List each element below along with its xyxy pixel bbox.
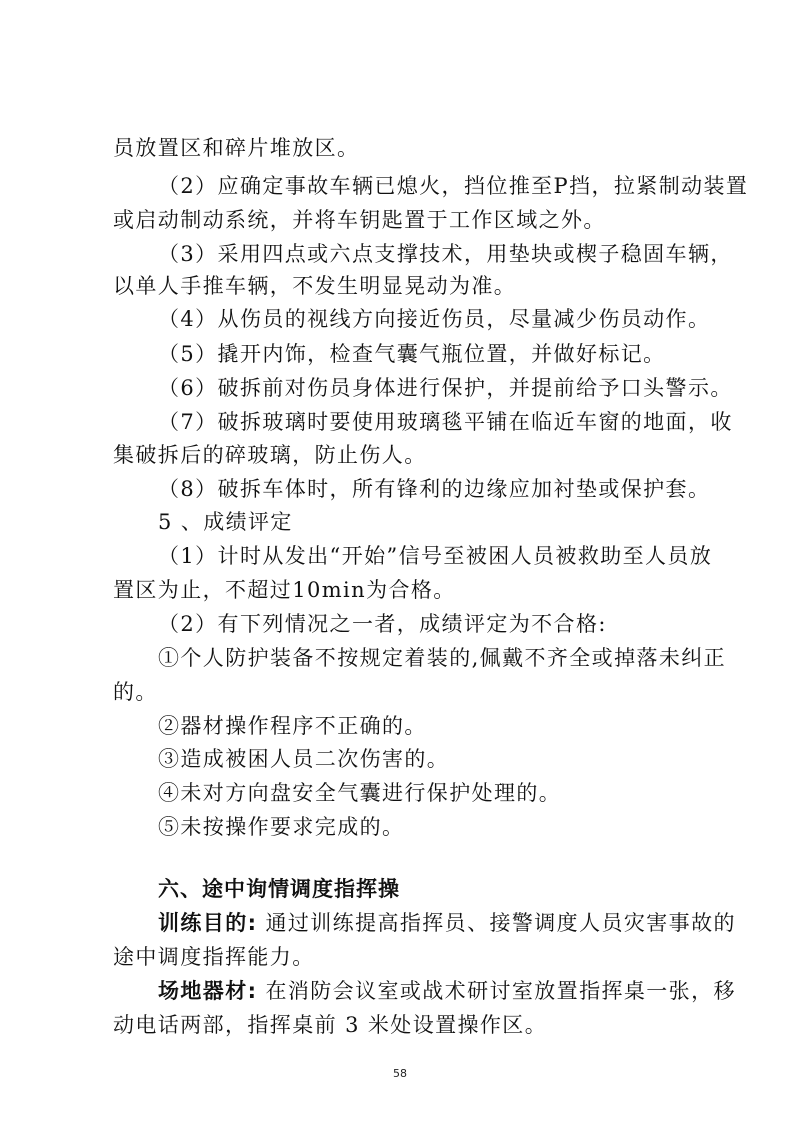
body-line: （8）破拆车体时，所有锋利的边缘应加衬垫或保护套。 <box>158 477 711 501</box>
page-number: 58 <box>393 1067 407 1080</box>
body-line: （7）破拆玻璃时要使用玻璃毯平铺在临近车窗的地面，收 <box>158 410 733 434</box>
body-line: （3）采用四点或六点支撑技术，用垫块或楔子稳固车辆， <box>158 242 733 266</box>
venue-continuation: 动电话两部，指挥桌前 3 米处设置操作区。 <box>113 1013 548 1037</box>
body-line: ⑤未按操作要求完成的。 <box>158 815 405 839</box>
body-line: 集破拆后的碎玻璃，防止伤人。 <box>113 443 427 467</box>
body-line: （5）撬开内饰，检查气囊气瓶位置，并做好标记。 <box>158 342 666 366</box>
body-line: （6）破拆前对伤员身体进行保护，并提前给予口头警示。 <box>158 376 733 400</box>
purpose-line <box>158 908 736 938</box>
body-line: 置区为止，不超过10min为合格。 <box>113 578 456 602</box>
venue-text: 在消防会议室或战术研讨室放置指挥桌一张，移 <box>257 979 736 1003</box>
purpose-continuation: 途中调度指挥能力。 <box>113 945 315 969</box>
body-line: （2）应确定事故车辆已熄火，挡位推至P挡，拉紧制动装置 <box>158 174 749 198</box>
body-line: 或启动制动系统，并将车钥匙置于工作区域之外。 <box>113 208 606 232</box>
body-line: ④未对方向盘安全气囊进行保护处理的。 <box>158 781 562 805</box>
body-line: （4）从伤员的视线方向接近伤员，尽量减少伤员动作。 <box>158 307 711 331</box>
venue-label: 场地器材: <box>158 979 258 1003</box>
purpose-text: 通过训练提高指挥员、接警调度人员灾害事故的 <box>257 911 736 935</box>
body-line: 员放置区和碎片堆放区。 <box>113 136 360 160</box>
body-line: （2）有下列情况之一者，成绩评定为不合格: <box>158 612 607 636</box>
body-line: 以单人手推车辆，不发生明显晃动为准。 <box>113 274 517 298</box>
body-line: 的。 <box>113 680 158 704</box>
body-line: （1）计时从发出“开始”信号至被困人员被救助至人员放 <box>158 544 713 568</box>
body-line: 5 、成绩评定 <box>158 510 293 534</box>
venue-line <box>158 976 736 1006</box>
body-line: ③造成被困人员二次伤害的。 <box>158 747 450 771</box>
body-line: ①个人防护装备不按规定着装的,佩戴不齐全或掉落未纠正 <box>158 646 727 670</box>
body-line: ②器材操作程序不正确的。 <box>158 714 427 738</box>
section-heading: 六、途中询情调度指挥操 <box>158 877 400 901</box>
purpose-label: 训练目的: <box>158 911 258 935</box>
